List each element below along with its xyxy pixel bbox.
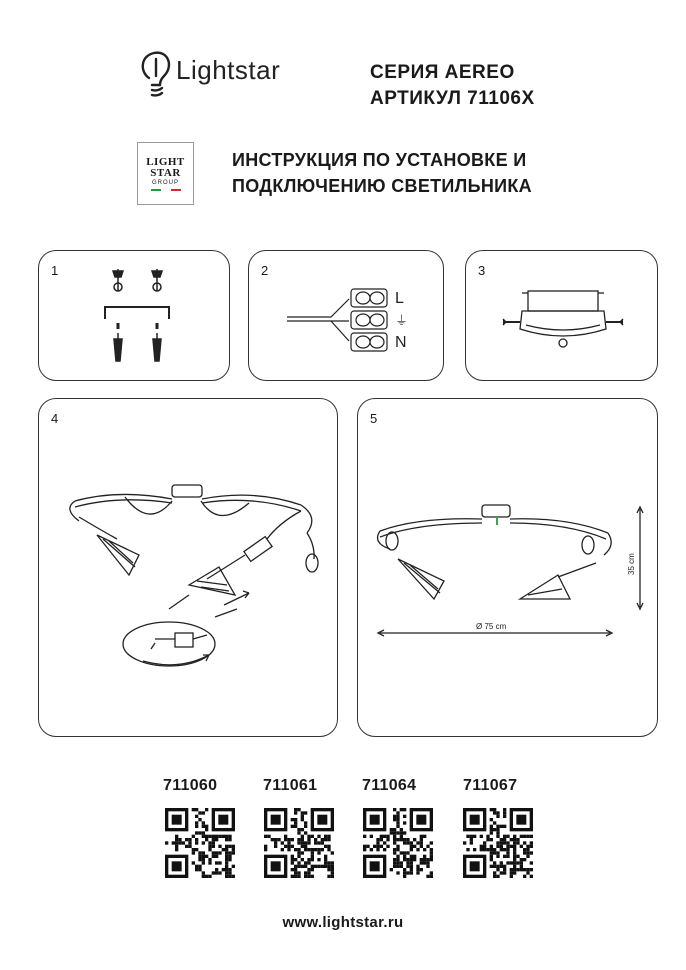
instruction-title-line-1: ИНСТРУКЦИЯ ПО УСТАНОВКЕ И: [232, 150, 527, 170]
stamp-line-3: GROUP: [151, 179, 179, 186]
qr-code-icon: [264, 808, 334, 878]
live-terminal-label: L: [395, 290, 404, 307]
step-5-panel: [357, 398, 658, 737]
website-link[interactable]: www.lightstar.ru: [282, 914, 404, 931]
step-4-panel: [38, 398, 338, 737]
qr-code-icon: [165, 808, 235, 878]
italian-flag-icon: [151, 189, 181, 191]
article-code: 711064: [362, 777, 417, 794]
article-code: 711061: [263, 777, 318, 794]
step-number: 2: [261, 263, 269, 278]
height-dimension-label: 35 cm: [627, 553, 636, 575]
qr-code-icon: [363, 808, 433, 878]
neutral-terminal-label: N: [395, 334, 407, 351]
terminal-block-diagram: [249, 251, 445, 382]
instruction-title-line-2: ПОДКЛЮЧЕНИЮ СВЕТИЛЬНИКА: [232, 176, 532, 196]
article-code: 711060: [163, 777, 218, 794]
step-1-panel: [38, 250, 230, 381]
stamp-line-2: STAR: [150, 166, 181, 179]
step-3-panel: [465, 250, 658, 381]
brand-name: Lightstar: [176, 55, 281, 85]
canopy-mounting-diagram: [466, 251, 659, 382]
step-number: 3: [478, 263, 486, 278]
mounting-bracket-diagram: [39, 251, 231, 382]
shade-assembly-diagram: [39, 399, 339, 738]
step-number: 4: [51, 411, 59, 426]
article-number: АРТИКУЛ 71106X: [370, 88, 535, 109]
step-number: 5: [370, 411, 378, 426]
step-2-panel: [248, 250, 444, 381]
series-title: СЕРИЯ AEREO: [370, 62, 515, 83]
step-number: 1: [51, 263, 59, 278]
stamp-line-1: LIGHT: [146, 155, 185, 168]
ground-terminal-icon: ⏚: [395, 314, 409, 329]
qr-code-icon: [463, 808, 533, 878]
diameter-dimension-label: Ø 75 cm: [476, 622, 507, 631]
article-code: 711067: [463, 777, 518, 794]
dimensions-diagram: [358, 399, 659, 738]
lightstar-group-stamp: [137, 142, 194, 205]
